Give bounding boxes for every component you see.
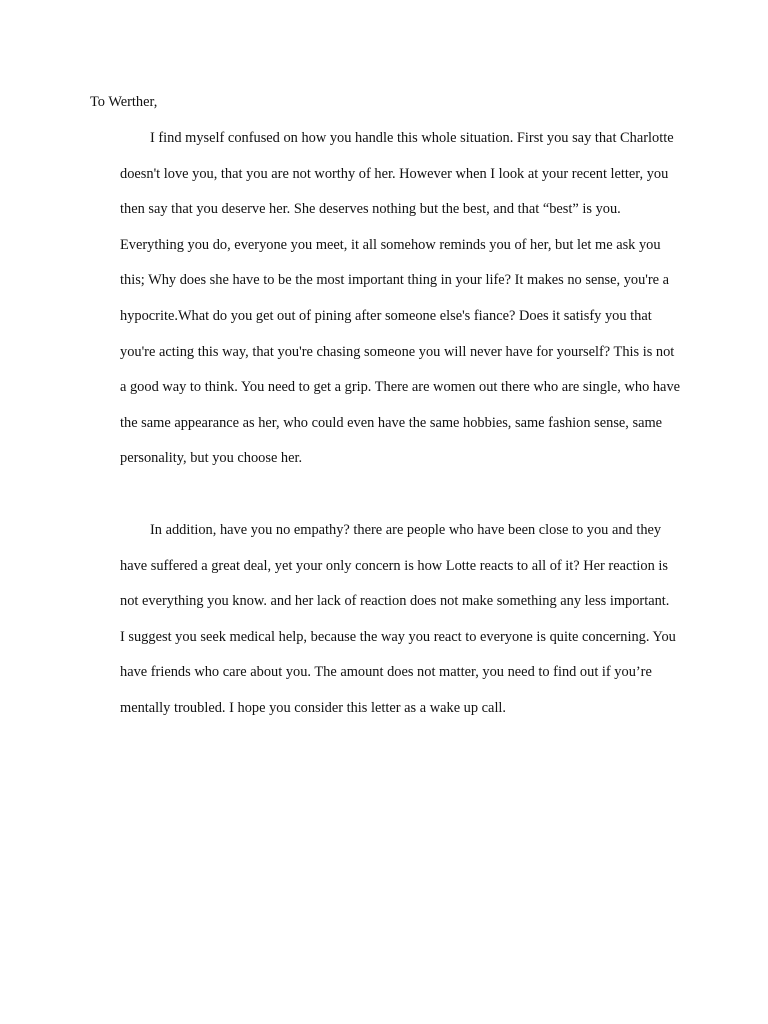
paragraph-line: hypocrite.What do you get out of pining after someone else's fiance? Does it satisfy you that xyxy=(120,307,652,324)
paragraph-line: doesn't love you, that you are not worthy of her. However when I look at your recent letter, you xyxy=(120,165,669,182)
paragraph-line: a good way to think. You need to get a grip. There are women out there who are single, who have xyxy=(120,379,681,396)
paragraph-line: the same appearance as her, who could even have the same hobbies, same fashion sense, same xyxy=(120,414,663,431)
paragraph-line: I suggest you seek medical help, because the way you react to everyone is quite concerning. You xyxy=(120,628,676,645)
paragraph-line: this; Why does she have to be the most important thing in your life? It makes no sense, you're a xyxy=(120,272,670,289)
paragraph-line: then say that you deserve her. She deserves nothing but the best, and that “best” is you. xyxy=(120,201,621,218)
paragraph-line: In addition, have you no empathy? there are people who have been close to you and they xyxy=(150,522,662,538)
paragraph-line: not everything you know. and her lack of reaction does not make something any less important. xyxy=(120,593,670,610)
paragraph-2 xyxy=(90,513,700,727)
paragraph-line: personality, but you choose her. xyxy=(120,450,303,467)
paragraph-line: mentally troubled. I hope you consider this letter as a wake up call. xyxy=(120,699,507,716)
paragraph-line: I find myself confused on how you handle this whole situation. First you say that Charlotte xyxy=(150,130,674,146)
paragraph-line: you're acting this way, that you're chasing someone you will never have for yourself? This is not xyxy=(120,343,675,360)
paragraph-line: Everything you do, everyone you meet, it all somehow reminds you of her, but let me ask you xyxy=(120,236,661,253)
paragraph-line: have friends who care about you. The amount does not matter, you need to find out if you’re xyxy=(120,664,652,681)
salutation: To Werther, xyxy=(90,94,158,110)
paragraph-line: have suffered a great deal, yet your only concern is how Lotte reacts to all of it? Her reaction is xyxy=(120,557,668,574)
paragraph-1 xyxy=(90,121,700,477)
